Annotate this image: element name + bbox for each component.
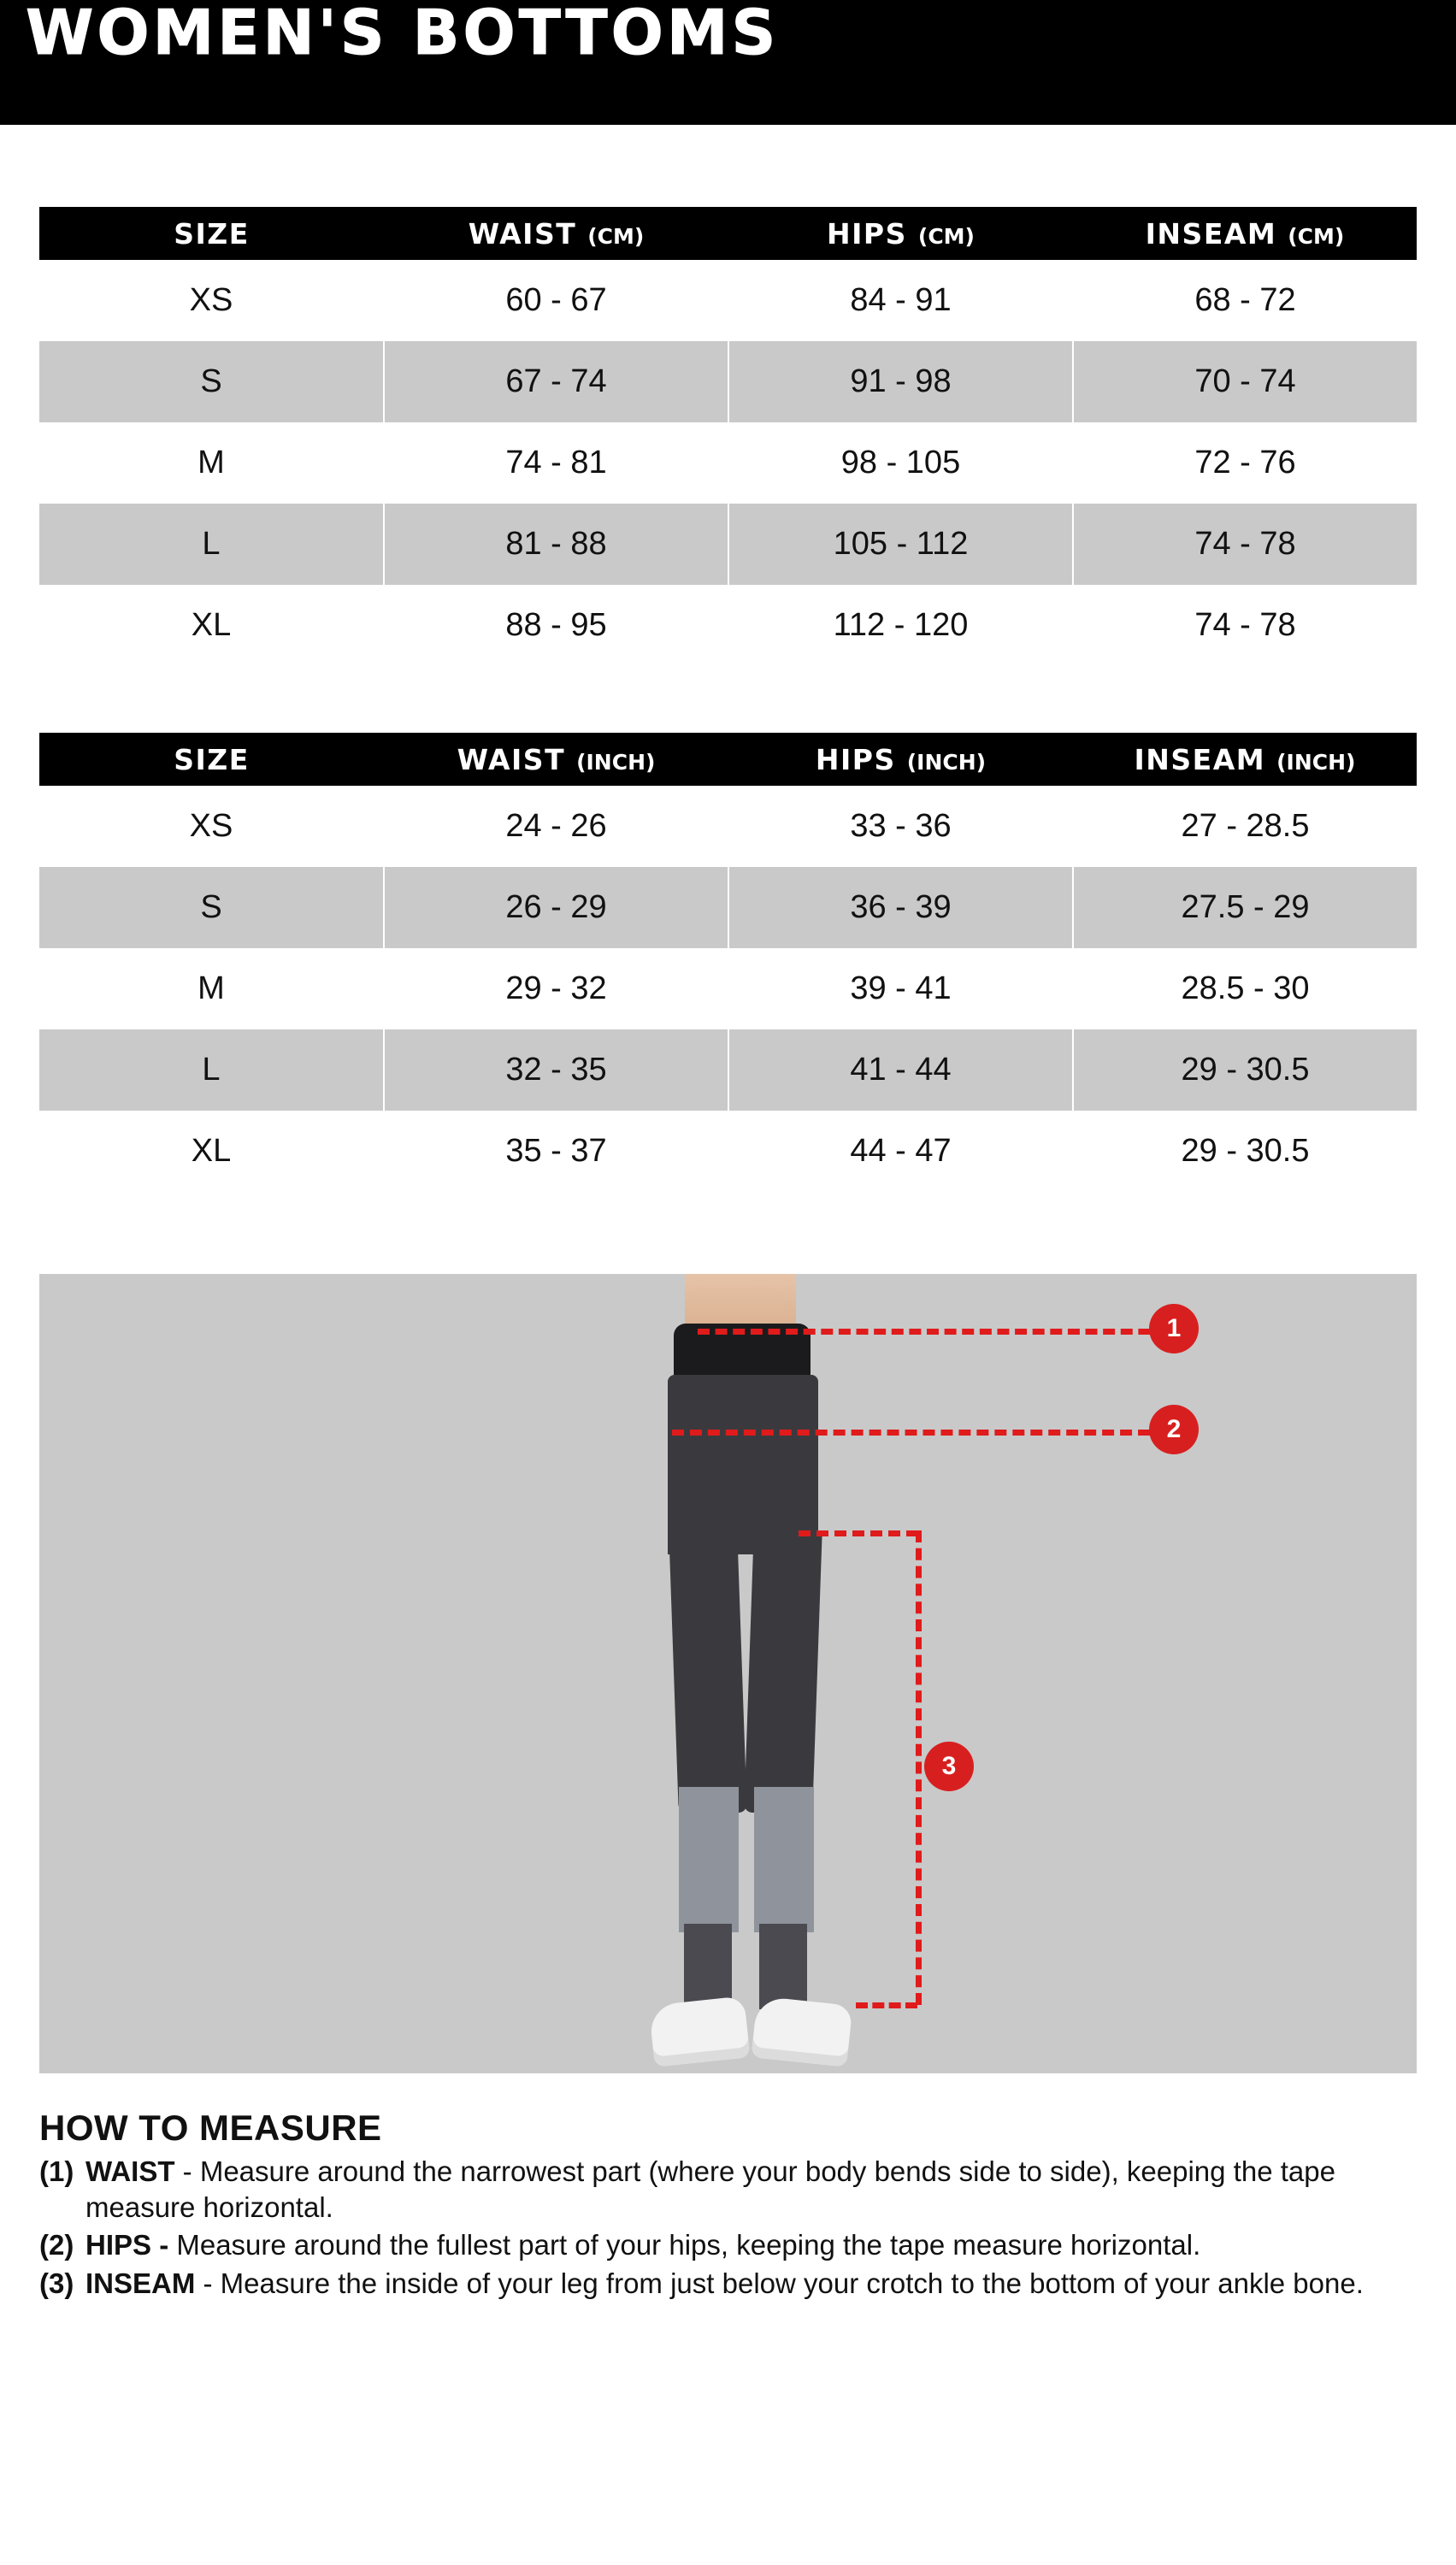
cm-table-wrapper xyxy=(39,207,1417,666)
item-number: (1) xyxy=(39,2155,74,2187)
cell-inseam: 74 - 78 xyxy=(1073,504,1417,585)
marker-1: 1 xyxy=(1149,1304,1199,1353)
cell-hips: 36 - 39 xyxy=(728,867,1073,948)
right-shoe xyxy=(752,1996,853,2067)
cell-inseam: 27 - 28.5 xyxy=(1073,786,1417,867)
how-to-measure-title: HOW TO MEASURE xyxy=(39,2108,382,2148)
measurement-diagram xyxy=(39,1274,1417,2073)
how-to-measure-section xyxy=(39,2108,1417,2302)
cell-size: L xyxy=(39,1029,384,1111)
item-number: (3) xyxy=(39,2267,74,2299)
cell-inseam: 29 - 30.5 xyxy=(1073,1111,1417,1192)
cell-hips: 84 - 91 xyxy=(728,260,1073,341)
table-row xyxy=(39,341,1417,422)
legging-right-ankle xyxy=(759,1924,807,2009)
table-row xyxy=(39,1111,1417,1192)
size-chart-inch xyxy=(39,733,1417,1192)
legging-left-calf xyxy=(679,1787,739,1932)
item-term: WAIST xyxy=(85,2155,175,2187)
item-term: HIPS - xyxy=(85,2229,169,2261)
inseam-bottom-line xyxy=(856,2002,917,2008)
cell-waist: 35 - 37 xyxy=(384,1111,728,1192)
cell-hips: 44 - 47 xyxy=(728,1111,1073,1192)
cell-size: M xyxy=(39,948,384,1029)
cell-waist: 26 - 29 xyxy=(384,867,728,948)
inseam-top-line xyxy=(799,1530,918,1536)
cell-inseam: 27.5 - 29 xyxy=(1073,867,1417,948)
item-description: - Measure the inside of your leg from just below your crotch to the bottom of your ankle bone. xyxy=(195,2267,1364,2299)
cell-size: S xyxy=(39,341,384,422)
table-header-row xyxy=(39,207,1417,260)
table-row xyxy=(39,585,1417,666)
cell-hips: 98 - 105 xyxy=(728,422,1073,504)
legging-right-calf xyxy=(754,1787,814,1932)
column-header-inseam: INSEAM (INCH) xyxy=(1073,733,1417,786)
cell-hips: 41 - 44 xyxy=(728,1029,1073,1111)
cell-waist: 29 - 32 xyxy=(384,948,728,1029)
cell-size: S xyxy=(39,867,384,948)
table-row xyxy=(39,260,1417,341)
item-text xyxy=(85,2154,1417,2226)
item-number: (2) xyxy=(39,2229,74,2261)
column-header-size: SIZE xyxy=(39,207,384,260)
cell-size: XS xyxy=(39,260,384,341)
waist-measure-line xyxy=(698,1329,1168,1335)
cell-waist: 67 - 74 xyxy=(384,341,728,422)
item-description: - Measure around the narrowest part (where your body bends side to side), keeping the tape measure horizontal. xyxy=(85,2155,1335,2224)
table-row xyxy=(39,948,1417,1029)
column-header-inseam: INSEAM (CM) xyxy=(1073,207,1417,260)
marker-3: 3 xyxy=(924,1742,974,1791)
column-header-size: SIZE xyxy=(39,733,384,786)
table-row xyxy=(39,786,1417,867)
table-header-row xyxy=(39,733,1417,786)
marker-2: 2 xyxy=(1149,1405,1199,1454)
cell-hips: 33 - 36 xyxy=(728,786,1073,867)
item-text xyxy=(85,2227,1417,2263)
table-row xyxy=(39,1029,1417,1111)
how-to-measure-item-inseam xyxy=(39,2266,1417,2302)
how-to-measure-item-hips xyxy=(39,2227,1417,2263)
cell-waist: 24 - 26 xyxy=(384,786,728,867)
cell-inseam: 29 - 30.5 xyxy=(1073,1029,1417,1111)
cell-waist: 74 - 81 xyxy=(384,422,728,504)
item-term: INSEAM xyxy=(85,2267,196,2299)
cell-inseam: 68 - 72 xyxy=(1073,260,1417,341)
column-header-hips: HIPS (CM) xyxy=(728,207,1073,260)
legging-hips xyxy=(668,1375,818,1554)
cell-size: M xyxy=(39,422,384,504)
size-chart-cm xyxy=(39,207,1417,666)
cell-size: XS xyxy=(39,786,384,867)
inseam-vertical-line xyxy=(916,1530,922,2005)
page-title: WOMEN'S BOTTOMS xyxy=(26,0,780,68)
legging-left-ankle xyxy=(684,1924,732,2009)
cell-hips: 91 - 98 xyxy=(728,341,1073,422)
how-to-measure-item-waist xyxy=(39,2154,1417,2226)
cell-waist: 60 - 67 xyxy=(384,260,728,341)
legging-left-thigh xyxy=(669,1530,747,1813)
inch-table-wrapper xyxy=(39,733,1417,1192)
legging-right-thigh xyxy=(744,1530,822,1813)
cell-inseam: 74 - 78 xyxy=(1073,585,1417,666)
cell-size: XL xyxy=(39,1111,384,1192)
item-description: Measure around the fullest part of your hips, keeping the tape measure horizontal. xyxy=(168,2229,1201,2261)
cell-hips: 39 - 41 xyxy=(728,948,1073,1029)
cell-waist: 81 - 88 xyxy=(384,504,728,585)
cell-inseam: 72 - 76 xyxy=(1073,422,1417,504)
column-header-waist: WAIST (INCH) xyxy=(384,733,728,786)
table-row xyxy=(39,504,1417,585)
cell-inseam: 28.5 - 30 xyxy=(1073,948,1417,1029)
cell-hips: 105 - 112 xyxy=(728,504,1073,585)
table-row xyxy=(39,867,1417,948)
column-header-hips: HIPS (INCH) xyxy=(728,733,1073,786)
table-row xyxy=(39,422,1417,504)
column-header-waist: WAIST (CM) xyxy=(384,207,728,260)
cell-waist: 32 - 35 xyxy=(384,1029,728,1111)
cell-waist: 88 - 95 xyxy=(384,585,728,666)
cell-inseam: 70 - 74 xyxy=(1073,341,1417,422)
cell-size: L xyxy=(39,504,384,585)
cell-hips: 112 - 120 xyxy=(728,585,1073,666)
left-shoe xyxy=(649,1996,751,2067)
item-text xyxy=(85,2266,1417,2302)
page-banner xyxy=(0,0,1456,125)
hips-measure-line xyxy=(672,1430,1168,1436)
cell-size: XL xyxy=(39,585,384,666)
